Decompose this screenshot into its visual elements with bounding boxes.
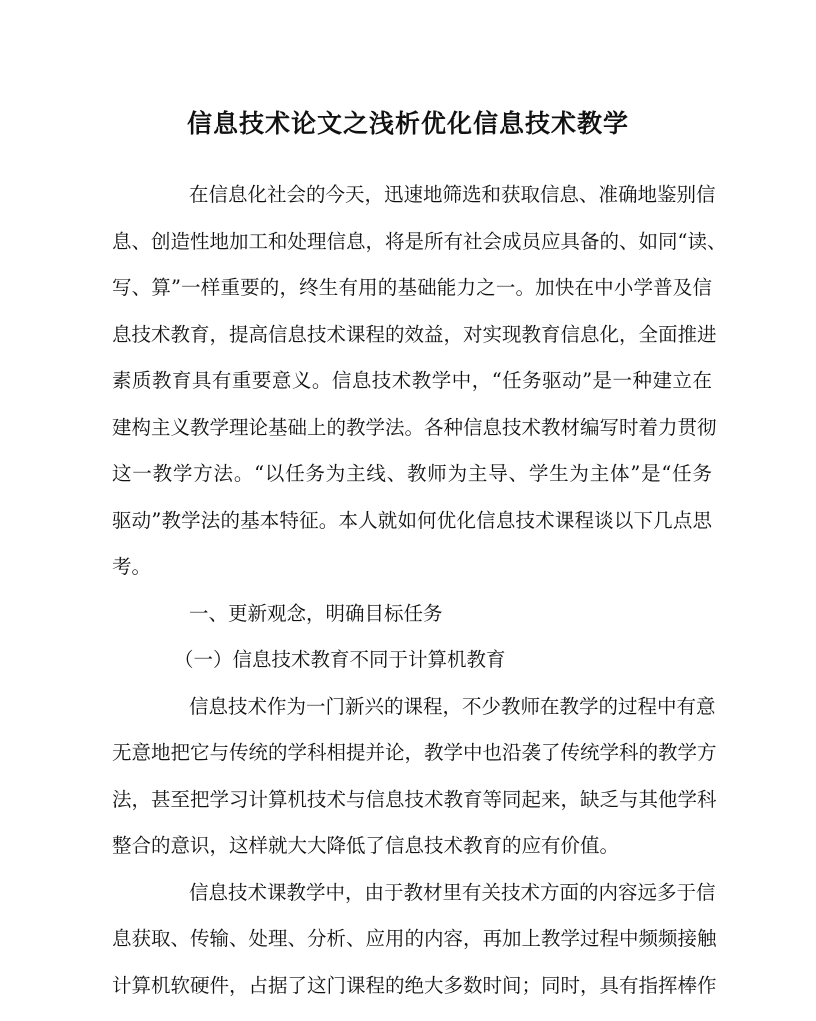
paragraph-line: 建构主义教学理论基础上的教学法。各种信息技术教材编写时着力贯彻	[112, 416, 717, 439]
paragraph-line: 在信息化社会的今天，迅速地筛选和获取信息、准确地鉴别信	[189, 183, 716, 206]
paragraph-line: 息、创造性地加工和处理信息，将是所有社会成员应具备的、如同“读、	[112, 230, 727, 253]
paragraph-line: 无意地把它与传统的学科相提并论，教学中也沿袭了传统学科的教学方	[112, 741, 717, 764]
paragraph-line: 考。	[112, 555, 152, 578]
paragraph-line: 法，甚至把学习计算机技术与信息技术教育等同起来，缺乏与其他学科	[112, 788, 717, 811]
paragraph-line: 息技术教育，提高信息技术课程的效益，对实现教育信息化，全面推进	[112, 323, 717, 346]
paragraph-line: 写、算”一样重要的，终生有用的基础能力之一。加快在中小学普及信	[112, 276, 712, 299]
document-title: 信息技术论文之浅析优化信息技术教学	[186, 109, 629, 138]
paragraph-line: 息获取、传输、处理、分析、应用的内容，再加上教学过程中频频接触	[112, 927, 717, 950]
paragraph-line: 整合的意识，这样就大大降低了信息技术教育的应有价值。	[112, 834, 620, 857]
paragraph-line: 这一教学方法。“以任务为主线、教师为主导、学生为主体”是“任务	[112, 462, 712, 485]
section-heading: 一、更新观念，明确目标任务	[189, 602, 443, 625]
paragraph-line: 计算机软硬件，占据了这门课程的绝大多数时间；同时，具有指挥棒作	[112, 974, 717, 997]
paragraph-line: 驱动”教学法的基本特征。本人就如何优化信息技术课程谈以下几点思	[112, 509, 712, 532]
subsection-heading: （一）信息技术教育不同于计算机教育	[174, 648, 506, 671]
paragraph-line: 信息技术作为一门新兴的课程，不少教师在教学的过程中有意	[189, 695, 716, 718]
paragraph-line: 信息技术课教学中，由于教材里有关技术方面的内容远多于信	[189, 881, 716, 904]
paragraph-line: 素质教育具有重要意义。信息技术教学中，“任务驱动”是一种建立在	[112, 369, 712, 392]
